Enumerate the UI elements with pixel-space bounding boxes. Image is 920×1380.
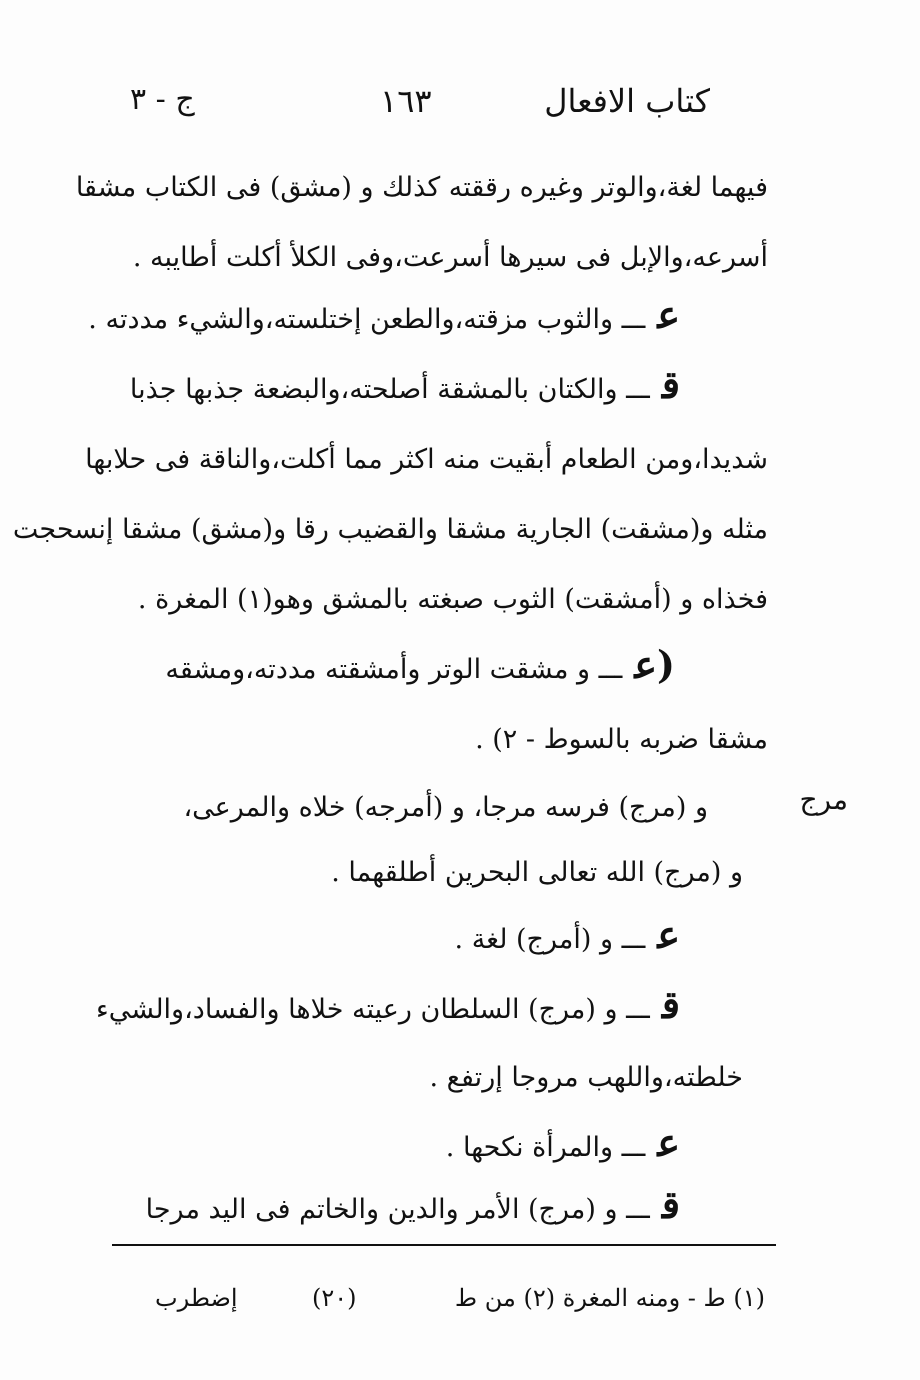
line-marker: ق — [661, 362, 680, 407]
text-line — [76, 160, 780, 206]
text-line — [183, 780, 720, 826]
text-line — [138, 572, 780, 618]
line-text: مشقا ضربه بالسوط - ٢) . — [475, 724, 768, 755]
page-header — [110, 82, 710, 132]
line-text: ـــ والثوب مزقته،والطعن إختلسته،والشيء مددته . — [88, 304, 646, 335]
line-marker: ع — [657, 912, 680, 957]
text-line — [429, 1050, 755, 1096]
line-text: فيهما لغة،والوتر وغيره رققته كذلك و (مشق) فى الكتاب مشقا — [75, 172, 768, 203]
line-text: مثله و(مشقت) الجارية مشقا والقضيب رقا و(مشق) مشقا إنسحجت — [12, 514, 768, 545]
line-text: ـــ والمرأة نكحها . — [445, 1132, 646, 1163]
line-text: ـــ و (أمرج) لغة . — [454, 924, 646, 955]
line-marker: ق — [661, 1182, 680, 1227]
volume-number: ج - ٣ — [130, 82, 195, 117]
line-text: ـــ و (مرج) السلطان رعيته خلاها والفساد،والشيء — [96, 994, 650, 1025]
text-line — [130, 362, 680, 408]
line-text: و (مرج) فرسه مرجا، و (أمرجه) خلاه والمرعى، — [183, 792, 708, 823]
text-line — [165, 642, 675, 688]
line-text: فخذاه و (أمشقت) الثوب صبغته بالمشق وهو(١) المغرة . — [137, 584, 768, 615]
text-line — [85, 432, 780, 478]
text-line — [331, 845, 755, 891]
line-text: ـــ و (مرج) الأمر والدين والخاتم فى اليد مرجا — [145, 1194, 650, 1225]
text-line — [446, 1120, 680, 1166]
text-line — [13, 502, 780, 548]
line-text: و (مرج) الله تعالى البحرين أطلقهما . — [331, 857, 743, 888]
sheet-number: (٢٠) — [312, 1284, 357, 1312]
page-number: ١٦٣ — [380, 82, 432, 120]
root-word-margin: مرج — [799, 783, 848, 816]
line-text: ـــ والكتان بالمشقة أصلحته،والبضعة جذبها جذبا — [129, 374, 650, 405]
line-marker: ق — [661, 982, 680, 1027]
line-marker: ع — [657, 1120, 680, 1165]
line-text: أسرعه،والإبل فى سيرها أسرعت،وفى الكلأ أكلت أطايبه . — [132, 242, 768, 273]
line-text: خلطته،واللهب مروجا إرتفع . — [429, 1062, 743, 1093]
footnote-text: (١) ط - ومنه المغرة (٢) من ط — [454, 1284, 765, 1312]
catchword: إضطرب — [155, 1284, 238, 1312]
text-line — [133, 230, 780, 276]
line-marker: (ع — [634, 642, 675, 687]
line-text: شديدا،ومن الطعام أبقيت منه اكثر مما أكلت،والناقة فى حلابها — [85, 444, 768, 475]
line-text: ـــ و مشقت الوتر وأمشقته مددته،ومشقه — [165, 654, 623, 685]
line-marker: ع — [657, 292, 680, 337]
text-line — [88, 292, 680, 338]
footnote-divider — [112, 1244, 776, 1246]
text-line — [146, 1182, 680, 1228]
text-line — [475, 712, 780, 758]
book-title: كتاب الافعال — [544, 82, 710, 120]
text-line — [96, 982, 680, 1028]
text-line — [455, 912, 680, 958]
